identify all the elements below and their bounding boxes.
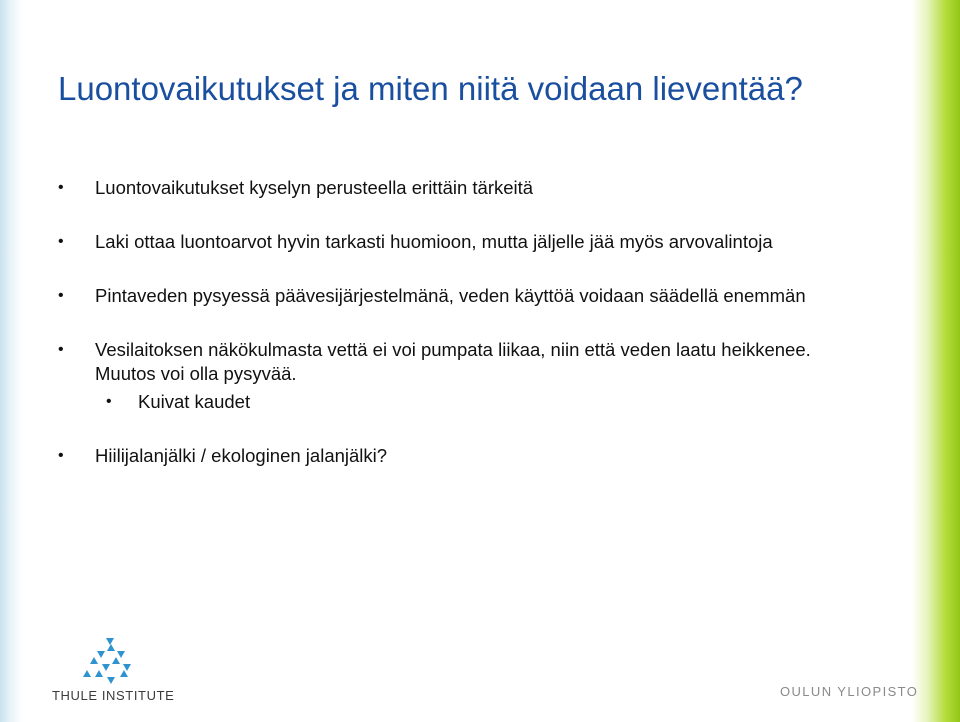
bullet-dot: •: [58, 179, 64, 196]
slide-title: Luontovaikutukset ja miten niitä voidaan lieventää?: [58, 70, 803, 107]
thule-institute-label: THULE INSTITUTE: [52, 688, 175, 703]
bullet-dot: •: [58, 287, 64, 304]
oulun-yliopisto-label: OULUN YLIOPISTO: [780, 684, 919, 699]
bullet-item: [58, 338, 858, 386]
bullet-text: Hiilijalanjälki / ekologinen jalanjälki?: [95, 445, 388, 466]
left-decor-stripe: [0, 0, 22, 722]
sub-bullet-text: Kuivat kaudet: [138, 391, 251, 412]
bullet-text: Vesilaitoksen näkökulmasta vettä ei voi pumpata liikaa, niin että veden laatu heikkenee. Muutos voi olla pysyvää.: [95, 339, 811, 384]
sub-bullet-item: [58, 390, 858, 414]
bullet-dot: •: [58, 447, 64, 464]
bullet-item: [58, 444, 858, 468]
bullet-item: [58, 284, 858, 308]
right-decor-stripe: [912, 0, 960, 722]
bullet-text: Laki ottaa luontoarvot hyvin tarkasti huomioon, mutta jäljelle jää myös arvovalintoja: [95, 231, 773, 252]
bullet-text: Luontovaikutukset kyselyn perusteella erittäin tärkeitä: [95, 177, 534, 198]
bullet-dot: •: [58, 341, 64, 358]
bullet-item: [58, 230, 858, 254]
bullet-item: [58, 176, 858, 200]
bullet-dot: •: [58, 233, 64, 250]
sub-bullet-dot: •: [106, 393, 112, 410]
bullet-text: Pintaveden pysyessä päävesijärjestelmänä, veden käyttöä voidaan säädellä enemmän: [95, 285, 806, 306]
bullet-list: [58, 176, 858, 468]
